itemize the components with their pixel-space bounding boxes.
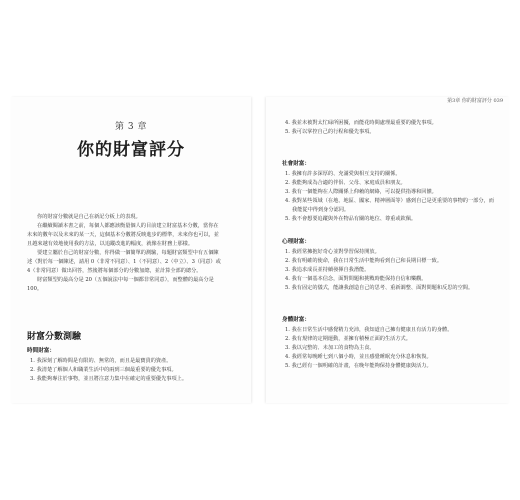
statement-item: 4. 我並未被對太忙碌所困擾，而能花時間處理最重要的優先事項。 (285, 120, 437, 126)
statement-item: 2. 我能夠成為合適的伴侶、父母、家庭成員和朋友。 (285, 180, 406, 186)
statement-item: 3. 我有一個能夠在人際關係上仰賴的網絡，可以提供指導和回饋。 (285, 189, 437, 195)
statement-item: 5. 我有固定的儀式，能讓我創造自己的思考、重新調整、面對問題和反思的空間。 (285, 285, 474, 291)
category-title: 社會財富： (282, 161, 310, 167)
category-time (27, 346, 237, 384)
left-page (11, 97, 251, 403)
statement-item: 1. 我深刻了解時間是有限的、無常的，而且是最寶貴的資產。 (30, 358, 172, 364)
statement-list (282, 170, 494, 224)
statement-item: 2. 我有規律的定期運動，並擁有積極正面的生活方式。 (285, 336, 411, 342)
category-social (282, 159, 494, 224)
intro-paragraph: 在繼續閱讀本書之前，每個人都應該衡量個人的目前建立財富基本分數，當你在未來的數年以及未來的某一天，這個基本分數將反映進步的標準，未來你也可以，並且越來越有效地使用我的方法，以追蹤改進的幅度，就像在財務上那樣。 (27, 223, 219, 247)
category-title: 心理財富： (282, 239, 310, 245)
statement-item: 3. 我能夠專注於事物，並且將注意力集中在確定的重要優先事項上。 (30, 376, 188, 382)
statement-item: 2. 我有明確的使命，我在日常生活中能夠看到自己和長期目標一致。 (285, 258, 443, 264)
right-page (266, 97, 509, 403)
book-spread (0, 97, 520, 403)
statement-item: 3. 我追求成長並持續發揮自我潛能。 (285, 267, 370, 273)
category-physical (282, 315, 494, 371)
time-continued (282, 119, 494, 137)
statement-list (282, 326, 494, 371)
statement-item: 5. 我已經有一個明確的計畫，在晚年能夠保持身體健康與活力。 (285, 363, 432, 369)
category-title: 時間財富： (27, 348, 55, 354)
section-heading: 財富分數測驗 (27, 332, 82, 342)
chapter-title: 你的財富評分 (77, 140, 185, 160)
statement-item: 4. 我有一個基本信念，面對問題和挑戰時能保持自信和樂觀。 (285, 276, 427, 282)
intro-paragraph: 要建立屬於自己的財富分數，你得做一個簡單的測驗，每題財富類型中有五個陳述（對於每一個陳述，請用 0（非常不同意）、1（不同意）、2（中立）、3（同意）或 4（非常同意）做出回答，然後將每個部分的分數加總，並計算全部的總分。 (27, 250, 221, 274)
statement-list (27, 357, 237, 384)
intro-text (27, 213, 223, 294)
intro-paragraph: 你的財富分數就是自己在新記分板上的表現。 (37, 214, 141, 220)
statement-item: 4. 我對某些領域（在地、地區、國家、精神層面等）感到自己是更重要的事物的一部分，而我能從中得到身分認同。 (285, 198, 494, 213)
statement-item: 1. 我在日常生活中感覺精力充沛，我知道自己擁有健康且有活力的身體。 (285, 327, 453, 333)
category-mental (282, 237, 494, 293)
statement-item: 1. 我經常擁抱好奇心並對學習保持開放。 (285, 249, 380, 255)
category-title: 身體財富： (282, 317, 310, 323)
running-head: 第3章 你的財富評分 039 (447, 98, 503, 104)
statement-item: 5. 我不會想要追蹤與外在物品有關的地位、尊重或欽佩。 (285, 216, 417, 222)
chapter-label: 第 3 章 (115, 122, 147, 132)
statement-item: 3. 我以完整的、未加工的食物為主食。 (285, 345, 375, 351)
statement-item: 1. 我擁有許多深厚的、充滿愛與相互支持的關係。 (285, 171, 401, 177)
statement-list (282, 119, 494, 137)
statement-item: 5. 我可以掌控自己的行程和優先事項。 (285, 129, 375, 135)
statement-list (282, 248, 494, 293)
statement-item: 2. 我清楚了解個人和職業生活中的兩到三個最重要的優先事項。 (30, 367, 177, 373)
intro-paragraph: 財富類型的最高分是 20（五個說法中每一個都非常同意），而整體的最高分是 100。 (27, 277, 214, 292)
statement-item: 4. 我經常每晚睡七到八個小時，並且感覺睡眠充分休息和恢復。 (285, 354, 432, 360)
